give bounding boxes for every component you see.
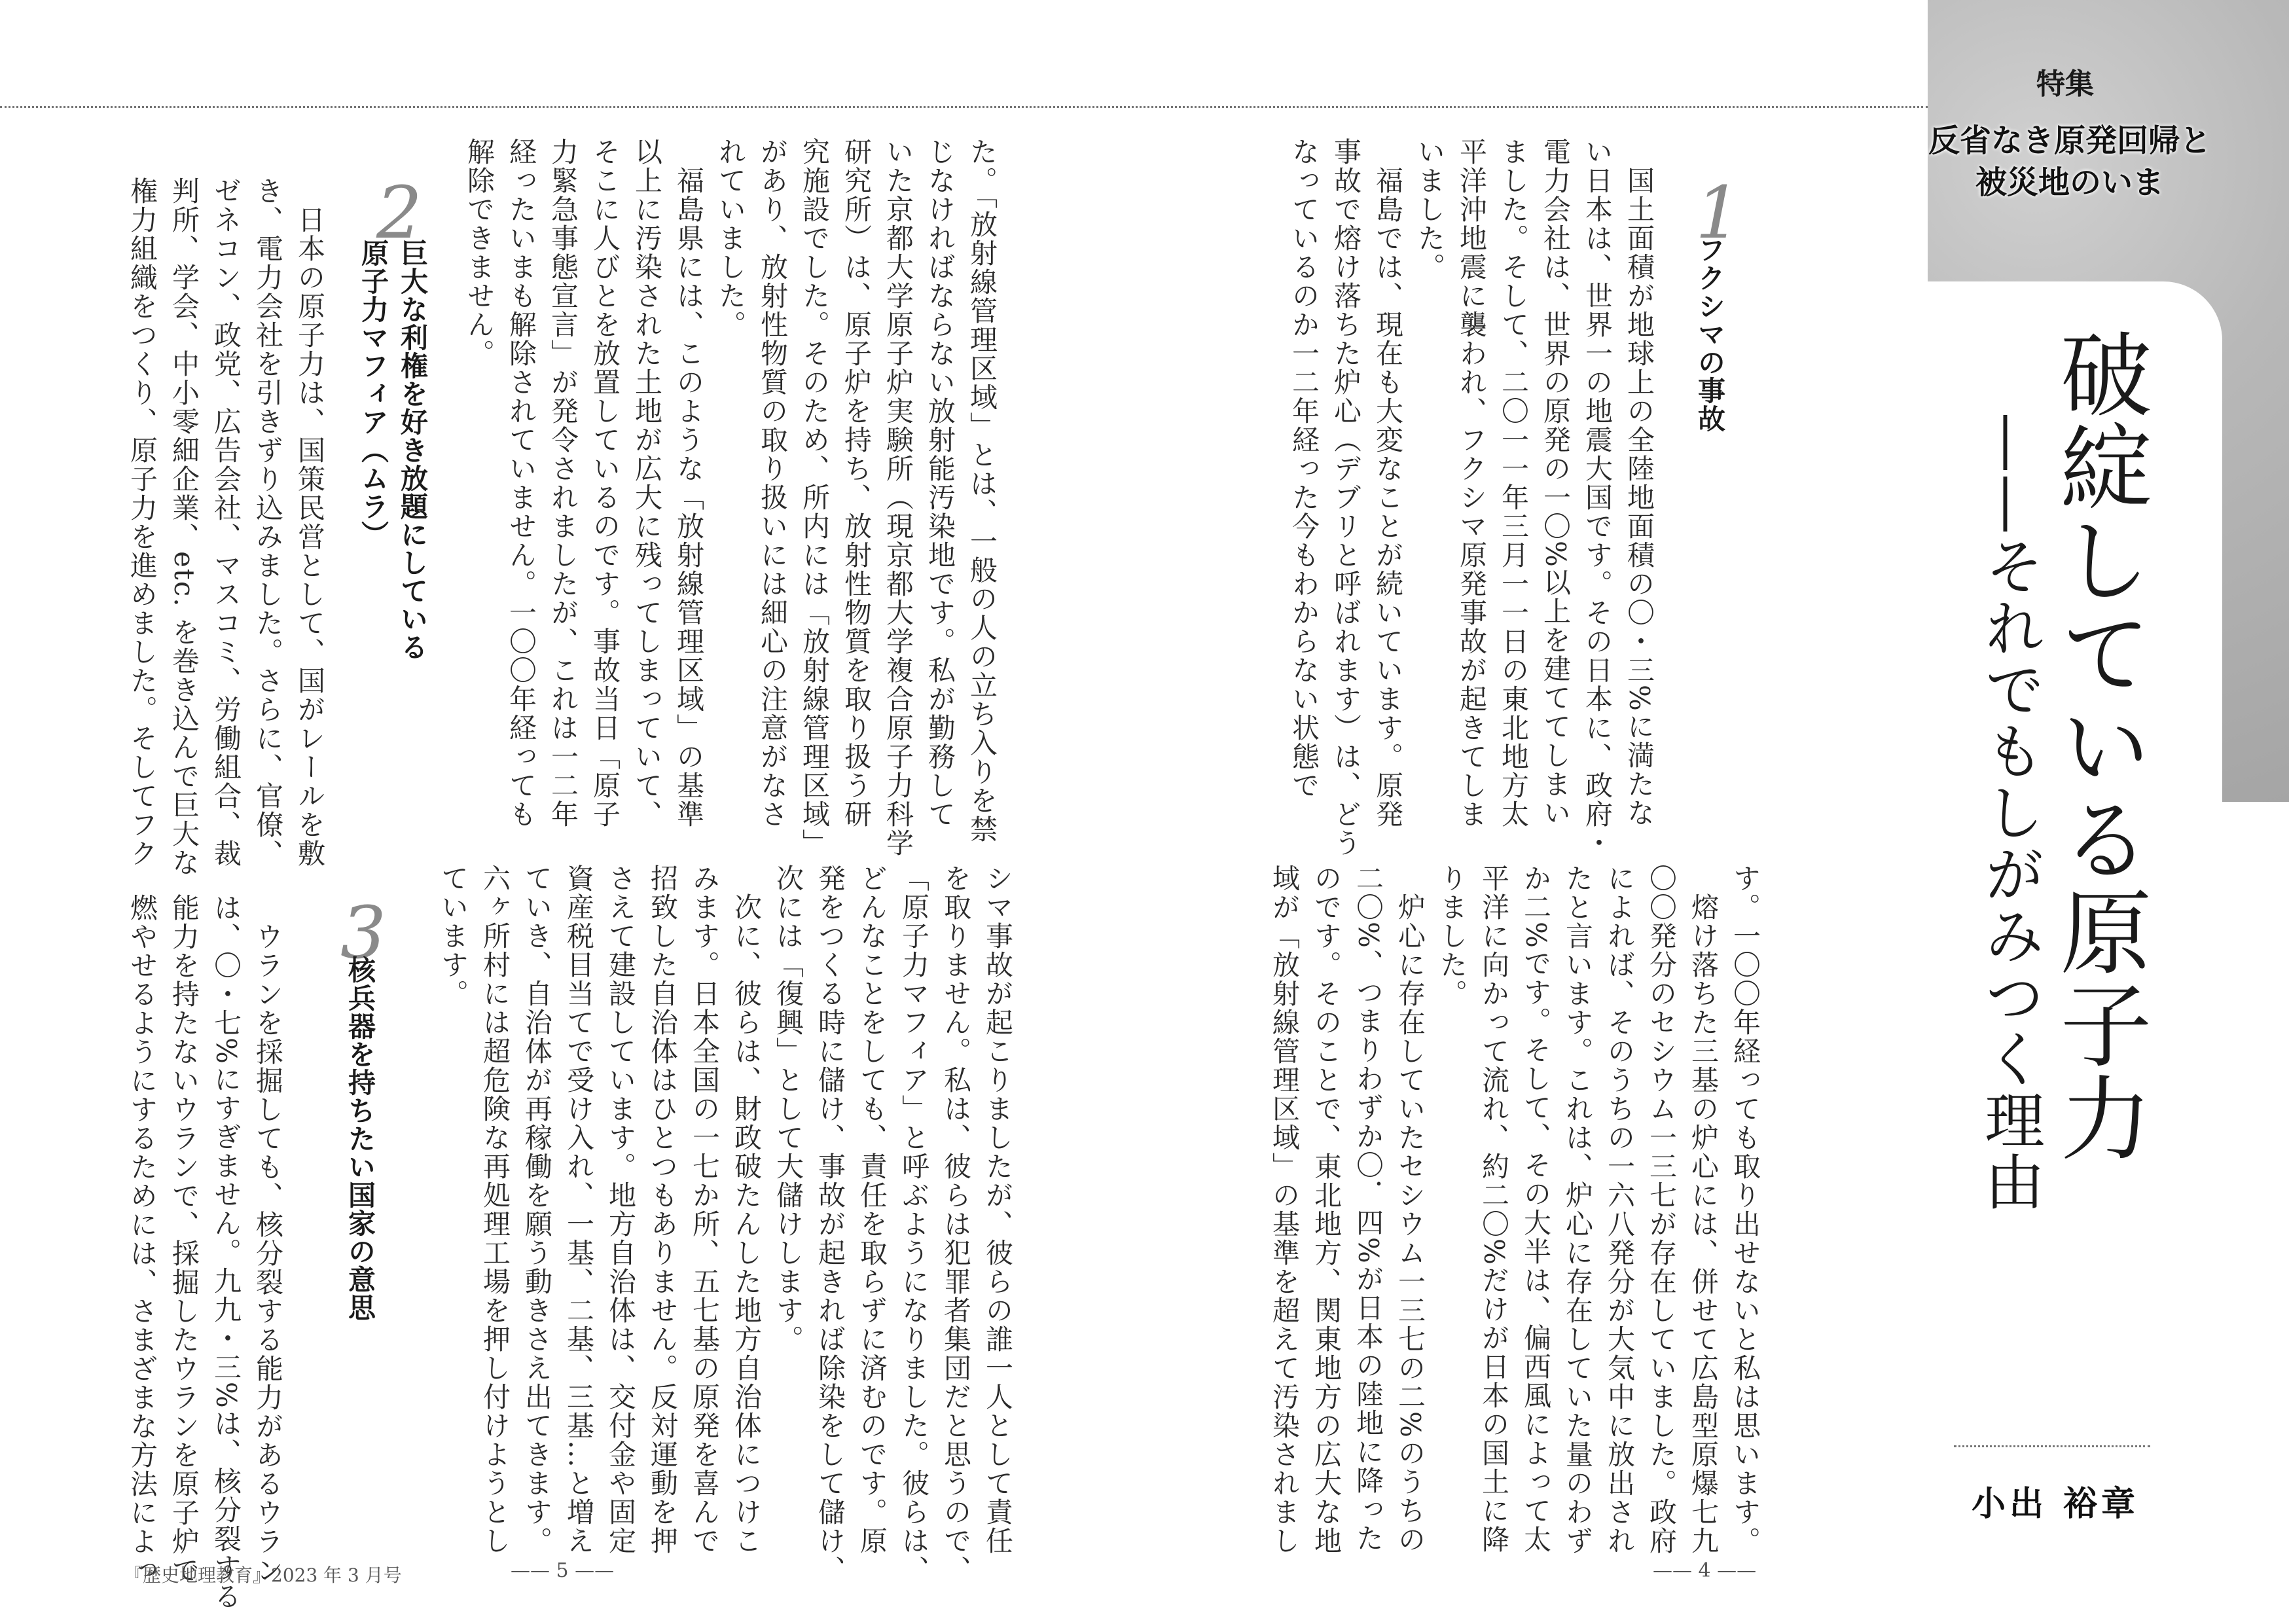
section-2-heading-line-1: 巨大な利権を好き放題にしている: [397, 239, 429, 661]
page-dash: ——: [511, 1559, 556, 1582]
page-number-left: —— 5 ——: [511, 1559, 615, 1582]
subtitle: ——それでもしがみつく理由: [1975, 412, 2045, 1212]
p4-upper-text: 国土面積が地球上の全陸地面積の〇・三%に満たな い日本は、世界一の地震大国です。その日本に、政府・ 電力会社は、世界の原発の一〇%以上を建ててしまい ました。そして、二〇一一年三月一一日の東北地方太 平洋沖地震に襲われ、フクシマ原発事故が起きてしま いました。 福島では、現在も大変なことが続いています。原発 事故で熔け落ちた炉心（デブリと呼ばれます）は、どう なっているのか一二年経った今もわからない状態で: [1283, 137, 1660, 818]
section-2-heading: [353, 239, 432, 661]
p4-lower-text: す。一〇〇年経っても取り出せないと私は思います。 熔け落ちた三基の炉心には、併せて広島型原爆七九 〇〇発分のセシウム一三七が存在していました。政府 によれば、そのうちの一六八発分が大気中に放出され たと言います。これは、炉心に存在していた量のわず か二%です。そして、その大半は、偏西風によって太 平洋に向かって流れ、約二〇%だけが日本の国土に降 りました。 炉心に存在していたセシウム一三七の二%のうちの 二〇%、つまりわずか〇．四%が日本の陸地に降った のです。そのことで、東北地方、関東地方の広大な地 域が「放射線管理区域」の基準を超えて汚染されまし: [1269, 864, 1761, 1555]
feature-title-line-1: 反省なき原発回帰と: [1928, 122, 2211, 159]
main-title: 破綻している原子力: [2045, 327, 2152, 1164]
page-number-5: 5: [556, 1559, 569, 1582]
section-3-heading: 核兵器を持ちたい国家の意思: [344, 956, 376, 1322]
section-2-heading-line-2: 原子力マフィア（ムラ）: [357, 239, 389, 549]
page-number-4: 4: [1698, 1559, 1711, 1582]
section-2-number: 2: [376, 171, 422, 255]
page-number-right: —— 4 ——: [1653, 1559, 1757, 1582]
p5-upper-text: た。「放射線管理区域」とは、一般の人の立ち入りを禁 じなければならない放射能汚染地です。私が勤務して いた京都大学原子炉実験所（現京都大学複合原子力科学 研究所）は、原子炉を持ち、放射性物質を取り扱う研 究施設でした。そのため、所内には「放射線管理区域」 があり、放射性物質の取り扱いには細心の注意がなさ れていました。 福島県には、このような「放射線管理区域」の基準 以上に汚染された土地が広大に残ってしまっていて、 そこに人びとを放置しているのです。事故当日「原子 力緊急事態宣言」が発令されましたが、これは一二年 経ったいまも解除されていません。一〇〇年経っても 解除できません。: [463, 137, 998, 857]
p5-lower-sec3-text: ウランを採掘しても、核分裂する能力があるウラン は、〇・七%にすぎません。九九・三%は、核分裂する 能力を持たないウランで、採掘したウランを原子炉で 燃やせるようにするためには、さまざまな方法によっ: [126, 893, 284, 1611]
p5-lower-text: シマ事故が起こりましたが、彼らの誰一人として責任 を取りません。私は、彼らは犯罪者集団だと思うので、 「原子力マフィア」と呼ぶようになりました。彼らは、 どんなことをしても、責任を取らずに済むのです。原 発をつくる時に儲け、事故が起きれば除染をして儲け、 次には「復興」として大儲けします。 次に、彼らは、財政破たんした地方自治体につけこ みます。日本全国の一七か所、五七基の原発を喜んで 招致した自治体はひとつもありません。反対運動を押 さえて建設しています。地方自治体は、交付金や固定 資産税目当てで受け入れ、一基、二基、三基…と増え ていき、自治体が再稼働を願う動きさえ出てきます。 六ヶ所村には超危険な再処理工場を押し付けようとし ています。: [437, 864, 1014, 1584]
section-1-number: 1: [1695, 171, 1741, 255]
feature-title-line-2: 被災地のいま: [1975, 164, 2164, 201]
author-rule: [1954, 1445, 2150, 1447]
section-1-heading: フクシマの事故: [1694, 236, 1726, 433]
feature-label: 特集: [2036, 67, 2094, 101]
author-name: 小出 裕章: [1971, 1485, 2140, 1524]
top-rule: [0, 106, 1928, 108]
p5-upper-sec2-text: 日本の原子力は、国策民営として、国がレールを敷 き、電力会社を引きずり込みました。さらに、官僚、 ゼネコン、政党、広告会社、マスコミ、労働組合、裁 判所、学会、中小零細企業、etc. を巻き込んで巨大な 権力組織をつくり、原子力を進めました。そしてフク: [126, 177, 326, 877]
journal-citation: 『歴史地理教育』2023 年 3 月号: [124, 1564, 402, 1586]
section-3-number: 3: [340, 891, 386, 975]
p4-upper-first-line: 国土面積が地球上の全陸地面積の〇・三%に満たな: [1623, 137, 1655, 827]
